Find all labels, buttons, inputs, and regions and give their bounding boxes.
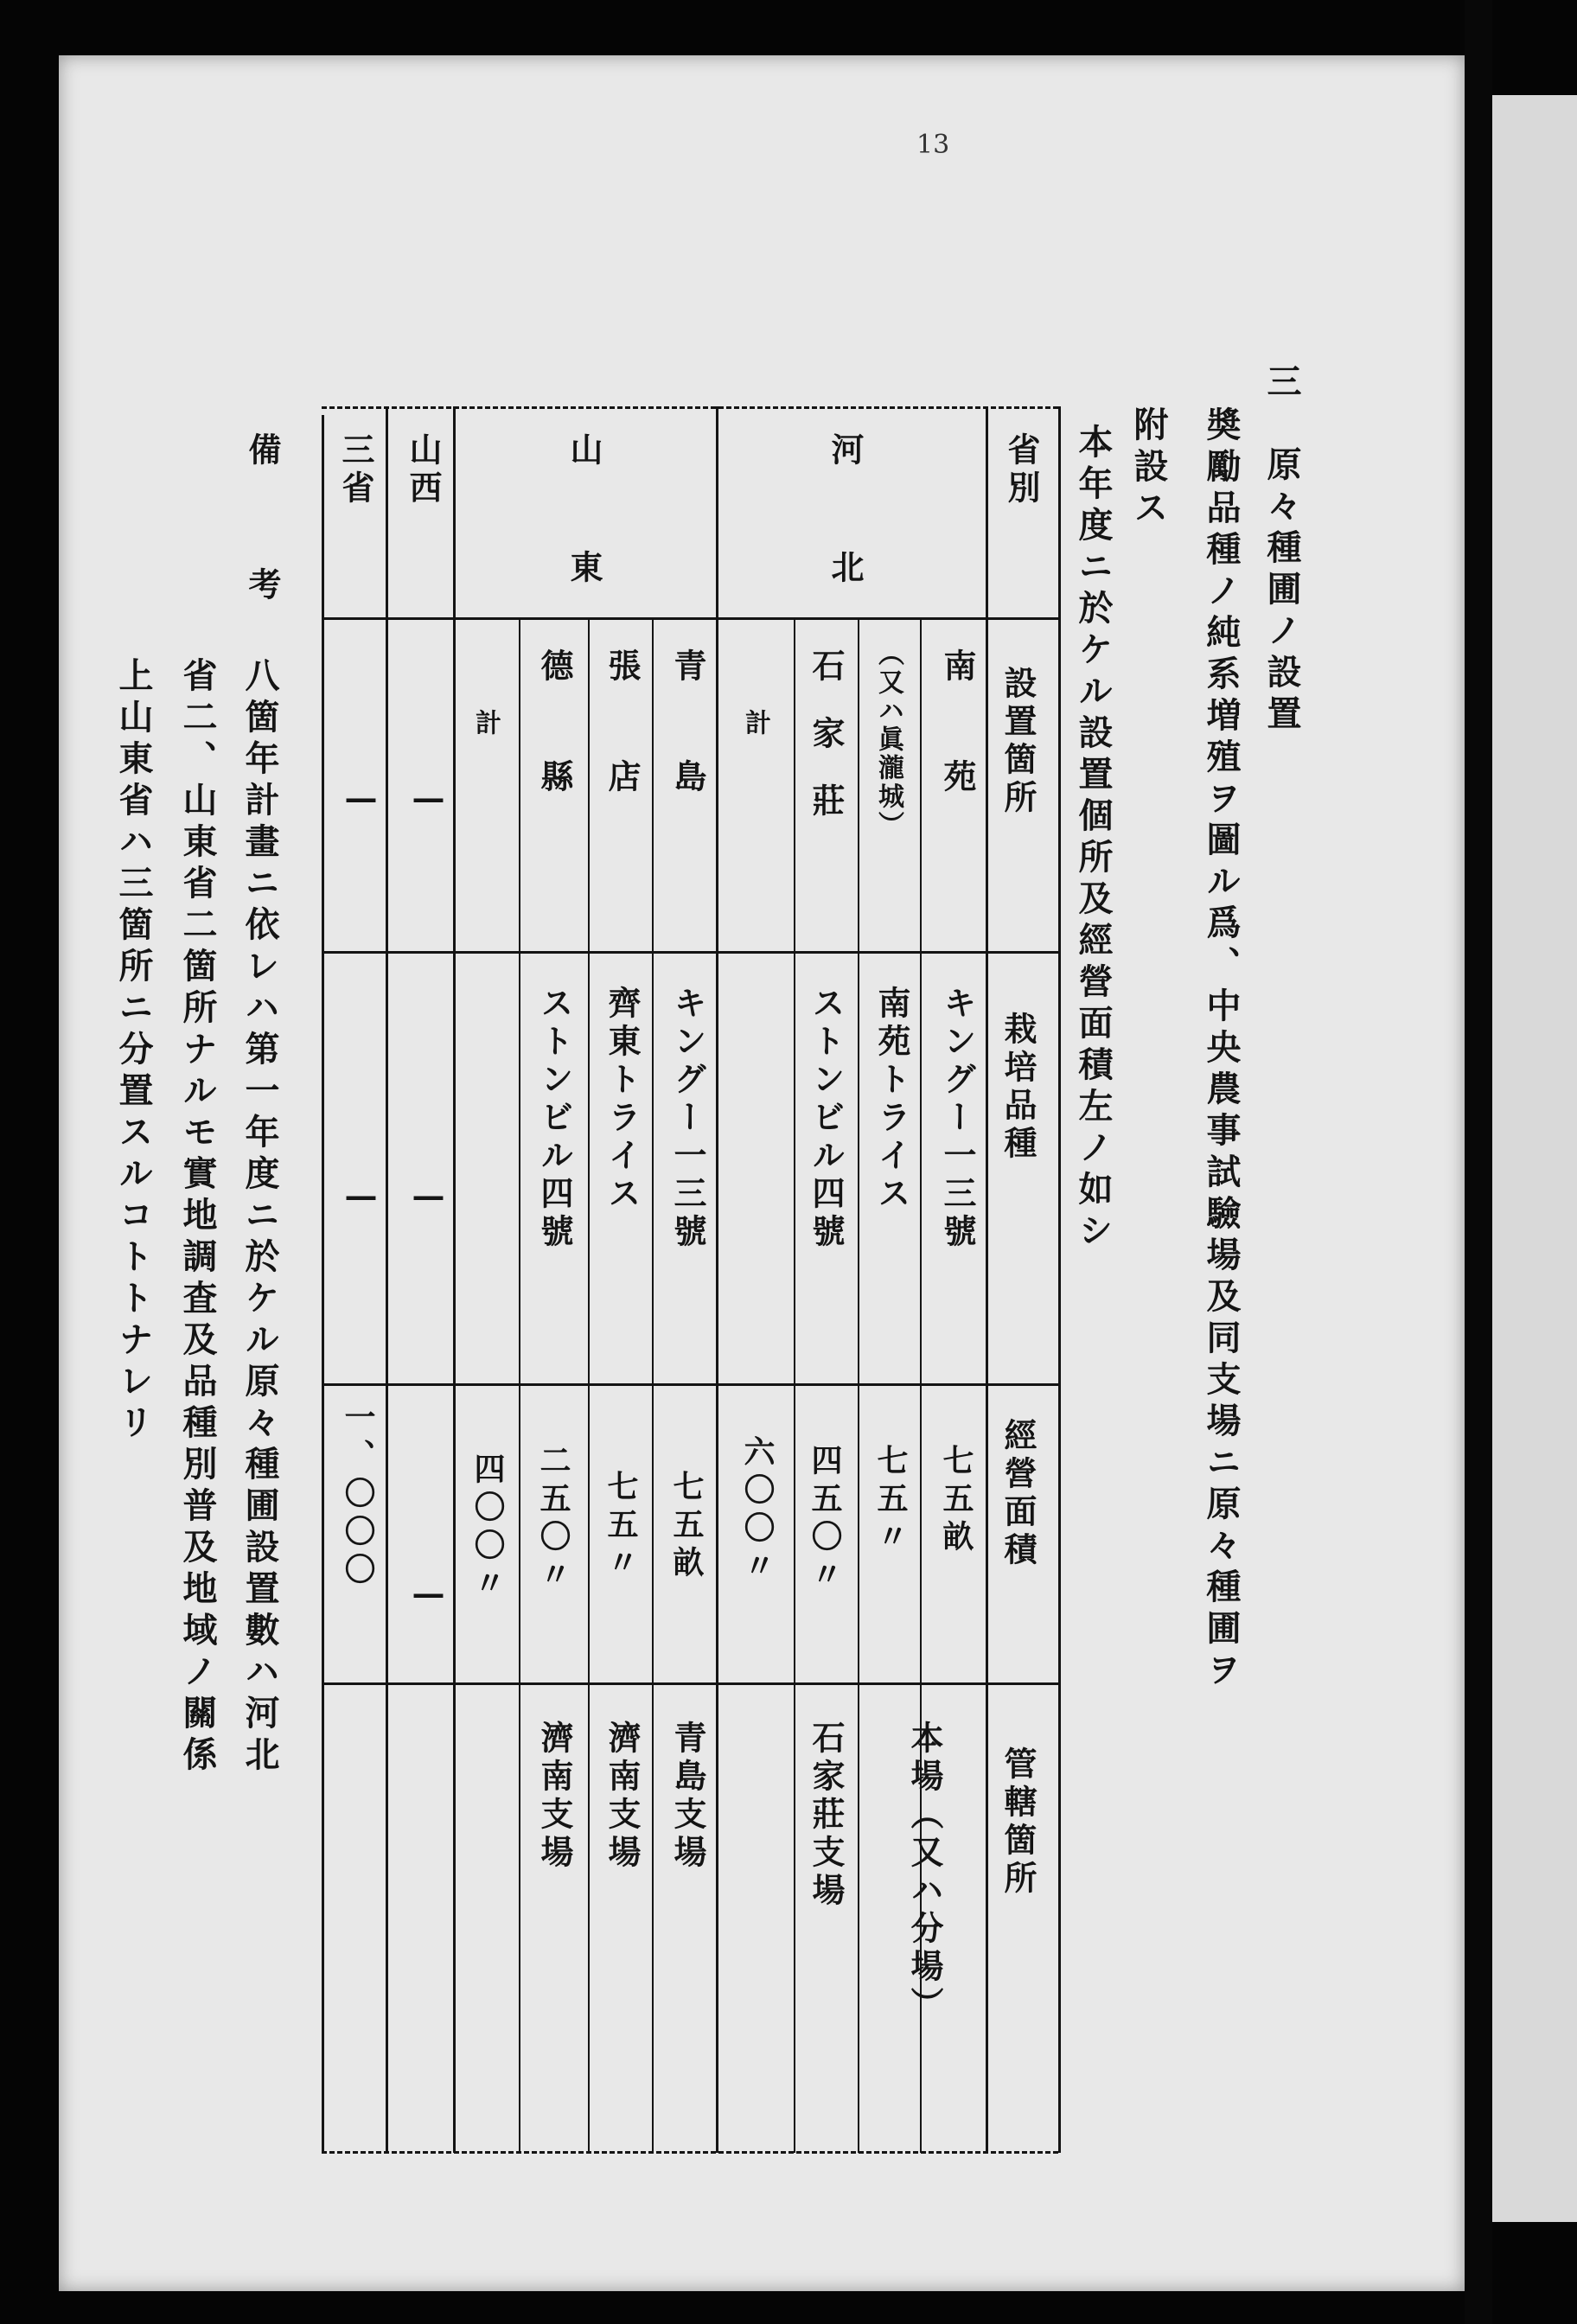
area-zhangdian: 七五〃: [603, 1470, 639, 1584]
area-nanyuan-1: 七五畝: [938, 1444, 974, 1558]
section-heading: 三 原々種圃ノ設置: [1261, 363, 1302, 737]
col-line-shanxi-total: [386, 406, 388, 2153]
location-dexian: 德縣: [535, 648, 574, 870]
subtotal-label-shandong: 計: [470, 709, 501, 737]
total-location-dash: —: [342, 778, 380, 822]
row-separator-3: [322, 1383, 1058, 1386]
paragraph-line-1: 奬勵品種ノ純系増殖ヲ圖ル爲、中央農事試驗場及同支場ニ原々種圃ヲ: [1201, 406, 1242, 1693]
shanxi-location-dash: —: [409, 778, 448, 822]
table-border-right: [1058, 406, 1061, 2153]
shanxi-area-dash: —: [409, 1574, 448, 1618]
location-nanyuan: 南苑: [938, 648, 977, 870]
header-province: 省別: [1002, 432, 1041, 508]
paragraph-line-3: 本年度ニ於ケル設置個所及經營面積左ノ如シ: [1073, 424, 1114, 1254]
col-line-dexian: [519, 617, 520, 2153]
province-total: 三省: [336, 432, 375, 508]
subtotal-label-hebei: 計: [740, 709, 770, 737]
remark-line-1: 八箇年計畫ニ依レハ第一年度ニ於ケル原々種圃設置數ハ河北: [239, 657, 280, 1778]
location-shijiazhuang: 石家莊: [807, 648, 846, 851]
variety-zhangdian: 齊東トライス: [603, 986, 642, 1214]
location-zhangdian: 張店: [603, 648, 642, 870]
management-shijiazhuang: 石家莊支場: [807, 1721, 846, 1911]
header-area: 經營面積: [999, 1418, 1038, 1570]
col-line-header: [986, 406, 988, 2153]
remark-line-3: 上山東省ハ三箇所ニ分置スルコトトナレリ: [113, 657, 154, 1446]
shanxi-variety-dash: —: [409, 1176, 448, 1220]
area-nanyuan-2: 七五〃: [872, 1444, 909, 1558]
subtotal-area-hebei: 六〇〇〃: [739, 1435, 776, 1587]
col-line-nanyuan-2: [858, 617, 859, 2153]
variety-qingdao: キングー一三號: [668, 986, 707, 1252]
remark-line-2: 省二、山東省二箇所ナルモ實地調査及品種別普及地域ノ關係: [177, 657, 218, 1778]
header-variety: 栽培品種: [999, 1012, 1038, 1164]
adjacent-page-edge: [1492, 95, 1577, 2222]
table-border-top: [322, 406, 1058, 409]
row-separator-1: [322, 617, 1058, 620]
header-management: 管轄箇所: [999, 1746, 1038, 1899]
location-nanyuan-note: （又ハ眞瀧城）: [873, 640, 903, 840]
variety-nanyuan-1: キングー一三號: [938, 986, 977, 1252]
table-border-left: [322, 415, 324, 2153]
management-nanyuan: 本場（又ハ分場）: [905, 1721, 944, 2025]
col-line-hebei-shandong: [716, 406, 718, 2153]
management-dexian: 濟南支場: [535, 1721, 574, 1873]
variety-nanyuan-2: 南苑トライス: [872, 986, 911, 1214]
management-zhangdian: 濟南支場: [603, 1721, 642, 1873]
remark-label: 備 考: [243, 432, 282, 635]
area-dexian: 二五〇〃: [535, 1444, 571, 1596]
paragraph-line-2: 附設ス: [1128, 406, 1169, 531]
area-qingdao: 七五畝: [668, 1470, 705, 1584]
header-location: 設置箇所: [999, 666, 1038, 818]
variety-shijiazhuang: ストンビル四號: [807, 986, 846, 1252]
province-shanxi: 山西: [404, 432, 443, 508]
location-qingdao: 青島: [668, 648, 707, 870]
table-border-bottom: [322, 2151, 1058, 2154]
total-area: 一、〇〇〇: [340, 1401, 376, 1591]
book-gutter: [1465, 0, 1492, 2324]
col-line-qingdao: [652, 617, 654, 2153]
row-separator-4: [322, 1682, 1058, 1685]
subtotal-area-shandong: 四〇〇〃: [469, 1452, 506, 1605]
province-hebei: 河 北: [826, 432, 865, 609]
col-line-shandong-shanxi: [453, 406, 456, 2153]
col-line-zhangdian: [588, 617, 590, 2153]
total-variety-dash: —: [342, 1176, 380, 1220]
page-number: 13: [916, 130, 950, 160]
col-line-shijiazhuang: [794, 617, 795, 2153]
management-qingdao: 青島支場: [668, 1721, 707, 1873]
area-shijiazhuang: 四五〇〃: [807, 1444, 843, 1596]
province-shandong: 山 東: [565, 432, 603, 609]
variety-dexian: ストンビル四號: [535, 986, 574, 1252]
row-separator-2: [322, 951, 1058, 954]
